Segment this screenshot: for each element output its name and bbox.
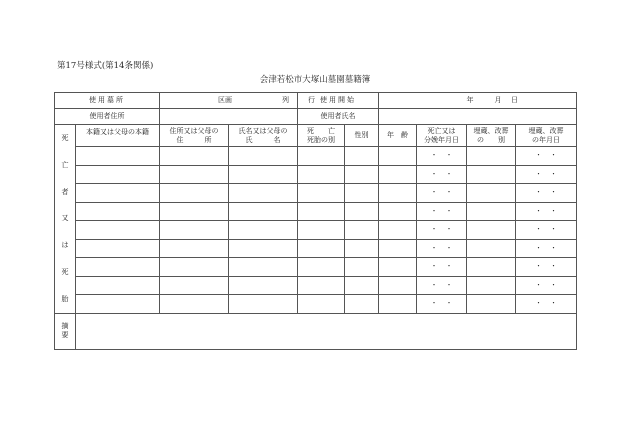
table-cell[interactable]	[345, 258, 379, 277]
table-cell[interactable]	[160, 295, 229, 314]
date-separator-dot: ・	[535, 151, 542, 160]
table-cell[interactable]	[229, 258, 298, 277]
date-separator-dot: ・	[550, 299, 557, 308]
register-table	[54, 92, 577, 350]
address-row	[55, 109, 577, 125]
col-sex: 性別	[345, 125, 379, 147]
date-separator-dot: ・	[535, 299, 542, 308]
user-name-field[interactable]	[379, 109, 577, 125]
table-cell[interactable]	[467, 239, 516, 258]
form-number: 第17号様式(第14条関係)	[57, 61, 154, 71]
start-label: 使用開始	[298, 93, 379, 109]
table-cell[interactable]	[298, 295, 345, 314]
deceased-header-row	[55, 125, 577, 147]
table-cell[interactable]	[160, 258, 229, 277]
date-separator-dot: ・	[430, 169, 438, 178]
table-cell[interactable]	[379, 239, 417, 258]
date-separator-dot: ・	[535, 206, 542, 215]
date-separator-dot: ・	[445, 299, 453, 308]
table-cell[interactable]	[379, 202, 417, 221]
table-cell[interactable]	[298, 221, 345, 240]
table-cell[interactable]	[229, 295, 298, 314]
death-date-cell[interactable]	[417, 276, 467, 295]
table-cell[interactable]	[345, 184, 379, 203]
date-separator-dot: ・	[430, 299, 438, 308]
plot-row	[55, 93, 577, 109]
table-cell[interactable]	[467, 221, 516, 240]
date-separator-dot: ・	[445, 243, 453, 252]
date-separator-dot: ・	[550, 243, 557, 252]
table-cell[interactable]	[298, 165, 345, 184]
table-cell[interactable]	[379, 184, 417, 203]
table-cell[interactable]	[76, 184, 160, 203]
table-cell[interactable]	[76, 147, 160, 166]
date-separator-dot: ・	[430, 243, 438, 252]
table-cell[interactable]	[345, 221, 379, 240]
death-date-cell[interactable]	[417, 147, 467, 166]
deceased-row	[55, 221, 577, 240]
table-cell[interactable]	[160, 239, 229, 258]
plot-line-label: 行	[308, 96, 315, 105]
col-burial-date: 埋蔵、改葬 の年月日	[516, 125, 577, 147]
table-cell[interactable]	[379, 258, 417, 277]
table-cell[interactable]	[298, 258, 345, 277]
burial-date-cell[interactable]	[516, 184, 577, 203]
table-cell[interactable]	[76, 276, 160, 295]
date-separator-dot: ・	[535, 243, 542, 252]
date-separator-dot: ・	[550, 188, 557, 197]
date-separator-dot: ・	[535, 280, 542, 289]
date-separator-dot: ・	[550, 206, 557, 215]
table-cell[interactable]	[229, 184, 298, 203]
table-cell[interactable]	[298, 239, 345, 258]
deceased-row	[55, 239, 577, 258]
death-date-cell[interactable]	[417, 221, 467, 240]
col-age: 年 齢	[379, 125, 417, 147]
table-cell[interactable]	[345, 239, 379, 258]
col-address: 住所又は父母の 住 所	[160, 125, 229, 147]
start-month-label: 月	[494, 96, 502, 105]
remarks-field[interactable]	[76, 313, 577, 349]
plot-label: 使用墓所	[55, 93, 160, 109]
table-cell[interactable]	[160, 184, 229, 203]
date-separator-dot: ・	[445, 151, 453, 160]
table-cell[interactable]	[379, 221, 417, 240]
table-cell[interactable]	[379, 295, 417, 314]
death-date-cell[interactable]	[417, 258, 467, 277]
table-cell[interactable]	[160, 165, 229, 184]
date-separator-dot: ・	[550, 262, 557, 271]
date-separator-dot: ・	[445, 206, 453, 215]
date-separator-dot: ・	[445, 280, 453, 289]
table-cell[interactable]	[298, 276, 345, 295]
date-separator-dot: ・	[445, 169, 453, 178]
date-separator-dot: ・	[535, 169, 542, 178]
date-separator-dot: ・	[550, 225, 557, 234]
deceased-row	[55, 184, 577, 203]
table-cell[interactable]	[229, 165, 298, 184]
table-cell[interactable]	[345, 295, 379, 314]
plot-column-label: 列	[282, 96, 289, 105]
table-cell[interactable]	[379, 276, 417, 295]
date-separator-dot: ・	[535, 225, 542, 234]
death-date-cell[interactable]	[417, 202, 467, 221]
table-cell[interactable]	[298, 184, 345, 203]
document-title: 会津若松市大塚山墓園墓籍簿	[259, 75, 371, 85]
col-burial-type: 埋蔵、改葬 の 別	[467, 125, 516, 147]
date-separator-dot: ・	[430, 262, 438, 271]
table-cell[interactable]	[229, 239, 298, 258]
table-cell[interactable]	[467, 147, 516, 166]
table-cell[interactable]	[160, 202, 229, 221]
table-cell[interactable]	[160, 276, 229, 295]
remarks-row	[55, 313, 577, 349]
table-cell[interactable]	[76, 239, 160, 258]
table-cell[interactable]	[229, 147, 298, 166]
table-cell[interactable]	[298, 147, 345, 166]
table-cell[interactable]	[345, 165, 379, 184]
start-year-label: 年	[466, 96, 474, 105]
col-honseki: 本籍又は父母の本籍	[76, 125, 160, 147]
table-cell[interactable]	[76, 165, 160, 184]
remarks-label: 摘 要	[55, 313, 76, 349]
plot-field[interactable]	[160, 93, 315, 109]
deceased-row	[55, 295, 577, 314]
start-day-label: 日	[511, 96, 518, 105]
burial-date-cell[interactable]	[516, 202, 577, 221]
burial-date-cell[interactable]	[516, 221, 577, 240]
date-separator-dot: ・	[535, 262, 542, 271]
table-cell[interactable]	[467, 165, 516, 184]
table-cell[interactable]	[160, 221, 229, 240]
table-cell[interactable]	[298, 202, 345, 221]
death-date-cell[interactable]	[417, 295, 467, 314]
burial-date-cell[interactable]	[516, 147, 577, 166]
col-death-date: 死亡又は 分娩年月日	[417, 125, 467, 147]
table-cell[interactable]	[379, 147, 417, 166]
deceased-row	[55, 276, 577, 295]
table-cell[interactable]	[76, 295, 160, 314]
date-separator-dot: ・	[445, 225, 453, 234]
table-cell[interactable]	[345, 147, 379, 166]
date-separator-dot: ・	[550, 151, 557, 160]
address-label: 使用者住所	[55, 109, 160, 125]
date-separator-dot: ・	[550, 280, 557, 289]
date-separator-dot: ・	[535, 188, 542, 197]
table-cell[interactable]	[76, 202, 160, 221]
table-cell[interactable]	[345, 276, 379, 295]
death-date-cell[interactable]	[417, 239, 467, 258]
date-separator-dot: ・	[445, 188, 453, 197]
burial-date-cell[interactable]	[516, 295, 577, 314]
table-cell[interactable]	[76, 221, 160, 240]
col-name: 氏名又は父母の 氏 名	[229, 125, 298, 147]
table-cell[interactable]	[467, 295, 516, 314]
user-name-label: 使用者氏名	[298, 109, 379, 125]
deceased-side-label: 死 亡 者 又 は 死 胎	[55, 125, 76, 314]
date-separator-dot: ・	[445, 262, 453, 271]
burial-date-cell[interactable]	[516, 258, 577, 277]
table-cell[interactable]	[379, 165, 417, 184]
burial-date-cell[interactable]	[516, 165, 577, 184]
death-date-cell[interactable]	[417, 165, 467, 184]
date-separator-dot: ・	[430, 225, 438, 234]
deceased-row	[55, 165, 577, 184]
table-cell[interactable]	[229, 202, 298, 221]
start-date-field[interactable]	[379, 93, 577, 109]
table-cell[interactable]	[345, 202, 379, 221]
burial-date-cell[interactable]	[516, 239, 577, 258]
table-cell[interactable]	[467, 258, 516, 277]
burial-date-cell[interactable]	[516, 276, 577, 295]
plot-section-label: 区画	[218, 96, 232, 105]
table-cell[interactable]	[160, 147, 229, 166]
col-death-type: 死 亡 死胎の別	[298, 125, 345, 147]
date-separator-dot: ・	[430, 151, 438, 160]
date-separator-dot: ・	[430, 280, 438, 289]
table-cell[interactable]	[467, 276, 516, 295]
address-field[interactable]	[160, 109, 298, 125]
date-separator-dot: ・	[550, 169, 557, 178]
table-cell[interactable]	[76, 258, 160, 277]
death-date-cell[interactable]	[417, 184, 467, 203]
table-cell[interactable]	[229, 276, 298, 295]
deceased-row	[55, 258, 577, 277]
deceased-row	[55, 147, 577, 166]
table-cell[interactable]	[467, 184, 516, 203]
table-cell[interactable]	[229, 221, 298, 240]
table-cell[interactable]	[467, 202, 516, 221]
date-separator-dot: ・	[430, 188, 438, 197]
deceased-row	[55, 202, 577, 221]
date-separator-dot: ・	[430, 206, 438, 215]
